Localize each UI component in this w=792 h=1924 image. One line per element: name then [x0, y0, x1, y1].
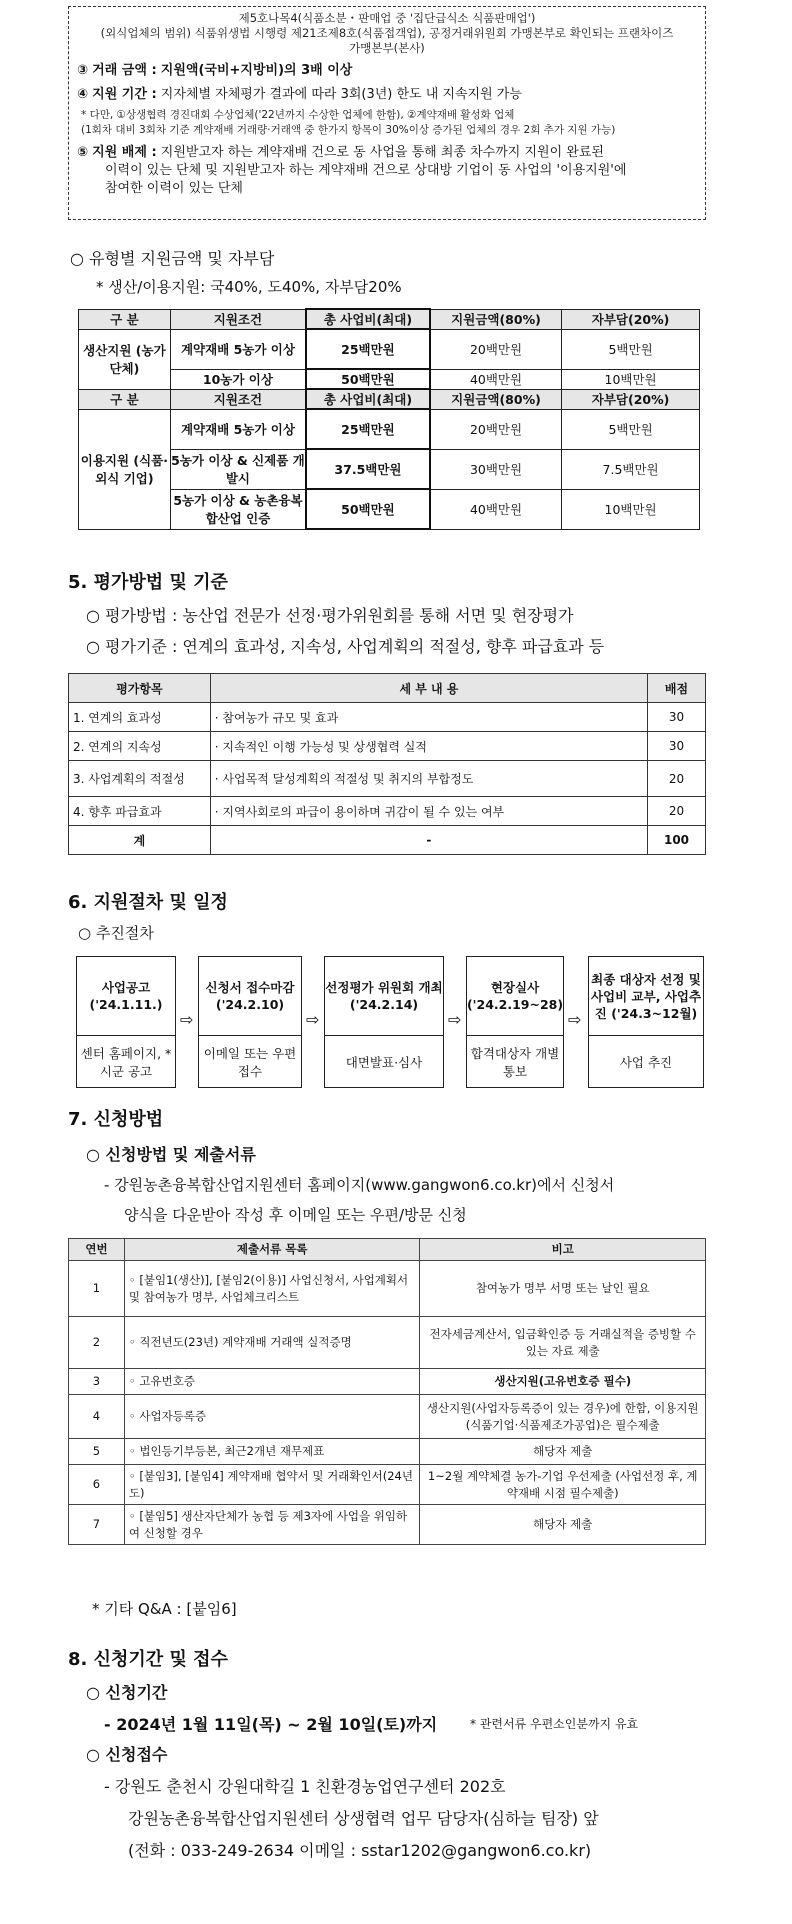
table-cell: 40백만원 — [430, 489, 562, 529]
table-cell: 30 — [648, 732, 706, 761]
address-line: - 강원도 춘천시 강원대학길 1 친환경농업연구센터 202호 — [104, 1777, 506, 1796]
header-cell: 자부담(20%) — [562, 389, 700, 409]
table-cell: 계약재배 5농가 이상 — [170, 409, 306, 449]
table-cell: 6 — [69, 1465, 125, 1505]
table-cell: 5백만원 — [562, 329, 700, 369]
table-cell: ◦ 법인등기부등본, 최근2개년 재무제표 — [124, 1439, 420, 1465]
table-cell: 5백만원 — [562, 409, 700, 449]
table-cell: 20 — [648, 797, 706, 826]
notice-line: 가맹본부(본사) — [349, 41, 425, 55]
table-cell: 1. 연계의 효과성 — [69, 703, 211, 732]
table-cell: 30백만원 — [430, 449, 562, 489]
header-cell: 지원금액(80%) — [430, 389, 562, 409]
table-cell: 100 — [648, 826, 706, 855]
process-step: 사업공고 ('24.1.11.) 센터 홈페이지, *시군 공고 — [76, 956, 176, 1088]
notice-item-4: ④ 지원 기간 : 지자체별 자체평가 결과에 따라 3회(3년) 한도 내 지속지원 가능 — [77, 87, 522, 102]
address-line: 강원농촌융복합산업지원센터 상생협력 업무 담당자(심하늘 팀장) 앞 — [128, 1809, 599, 1828]
notice-line: 제5호나목4(식품소분・판매업 중 '집단급식소 식품판매업') — [238, 11, 536, 25]
evaluation-table — [68, 673, 706, 855]
header-cell: 비고 — [420, 1239, 706, 1261]
header-cell: 구 분 — [79, 309, 171, 329]
table-cell: 생산지원(고유번호증 필수) — [420, 1369, 706, 1395]
header-cell: 연번 — [69, 1239, 125, 1261]
header-cell: 세 부 내 용 — [210, 674, 647, 703]
table-cell: 25백만원 — [306, 329, 430, 369]
table-cell: ◦ [붙임1(생산)], [붙임2(이용)] 사업신청서, 사업계획서 및 참여농가 명부, 사업체크리스트 — [124, 1261, 420, 1317]
table-cell: 해당자 제출 — [420, 1439, 706, 1465]
table-cell: - — [210, 826, 647, 855]
table-cell: 참여농가 명부 서명 또는 날인 필요 — [420, 1261, 706, 1317]
support-heading: ○ 유형별 지원금액 및 자부담 — [70, 249, 275, 268]
section7-desc: - 강원농촌융복합산업지원센터 홈페이지(www.gangwon6.co.kr)에서 신청서 — [104, 1176, 615, 1194]
process-step: 신청서 접수마감 ('24.2.10) 이메일 또는 우편 접수 — [198, 956, 302, 1088]
table-cell: 계약재배 5농가 이상 — [170, 329, 306, 369]
table-cell: 4 — [69, 1395, 125, 1439]
section8-title: 8. 신청기간 및 접수 — [68, 1649, 228, 1670]
header-cell: 지원조건 — [170, 389, 306, 409]
notice-note: * 다만, ①상생협력 경진대회 수상업체('22년까지 수상한 업체에 한함), ②계약재배 활성화 업체 (1회차 대비 3회차 기준 계약재배 거래량·거래액 중 한가지 항목이 30%이상 증가된 업체의 경우 2회 추가 지원 가능) — [81, 109, 616, 136]
table-cell: 40백만원 — [430, 369, 562, 389]
table-cell: 50백만원 — [306, 489, 430, 529]
table-cell: 2. 연계의 지속성 — [69, 732, 211, 761]
table-cell: 3 — [69, 1369, 125, 1395]
table-cell: · 지속적인 이행 가능성 및 상생협력 실적 — [210, 732, 647, 761]
section5-method: ○ 평가방법 : 농산업 전문가 선정·평가위원회를 통해 서면 및 현장평가 — [86, 606, 574, 625]
table-cell: ◦ [붙임5] 생산자단체가 농협 등 제3자에 사업을 위임하여 신청할 경우 — [124, 1505, 420, 1545]
table-cell: 5농가 이상 & 농촌융복합산업 인증 — [170, 489, 306, 529]
support-table — [78, 308, 700, 530]
table-cell: 7.5백만원 — [562, 449, 700, 489]
table-cell: 10농가 이상 — [170, 369, 306, 389]
table-cell: ◦ 고유번호증 — [124, 1369, 420, 1395]
process-step: 선정평가 위원회 개최 ('24.2.14) 대면발표·심사 — [324, 956, 444, 1088]
header-cell: 지원금액(80%) — [430, 309, 562, 329]
table-cell: 5 — [69, 1439, 125, 1465]
table-cell: 7 — [69, 1505, 125, 1545]
table-cell: 25백만원 — [306, 409, 430, 449]
notice-item-3: ③ 거래 금액 : 지원액(국비+지방비)의 3배 이상 — [77, 63, 353, 78]
table-cell: · 참여농가 규모 및 효과 — [210, 703, 647, 732]
table-cell: 1~2월 계약체결 농가-기업 우선제출 (사업선정 후, 계약재배 시점 필수제출) — [420, 1465, 706, 1505]
process-step: 현장실사 ('24.2.19~28) 합격대상자 개별 통보 — [466, 956, 564, 1088]
section5-title: 5. 평가방법 및 기준 — [68, 572, 228, 593]
section5-criteria: ○ 평가기준 : 연계의 효과성, 지속성, 사업계획의 적절성, 향후 파급효과 등 — [86, 637, 605, 656]
period-heading: ○ 신청기간 — [86, 1683, 168, 1702]
period-value: - 2024년 1월 11일(목) ~ 2월 10일(토)까지 — [104, 1715, 438, 1734]
table-cell: 4. 향후 파급효과 — [69, 797, 211, 826]
table-cell: ◦ 사업자등록증 — [124, 1395, 420, 1439]
notice-box — [68, 6, 706, 220]
section6-title: 6. 지원절차 및 일정 — [68, 892, 228, 913]
section6-sub: ○ 추진절차 — [78, 924, 154, 942]
notice-line: (외식업체의 범위) 식품위생법 시행령 제21조제8호(식품접객업), 공정거래위원회 가맹본부로 확인되는 프랜차이즈 — [100, 26, 674, 40]
header-cell: 지원조건 — [170, 309, 306, 329]
section7-sub: ○ 신청방법 및 제출서류 — [86, 1145, 256, 1164]
table-cell: · 사업목적 달성계획의 적절성 및 취지의 부합정도 — [210, 761, 647, 797]
table-cell: 30 — [648, 703, 706, 732]
header-cell: 자부담(20%) — [562, 309, 700, 329]
period-note: * 관련서류 우편소인분까지 유효 — [470, 1717, 639, 1731]
table-cell: ◦ 직전년도(23년) 계약재배 거래액 실적증명 — [124, 1317, 420, 1369]
header-cell: 제출서류 목록 — [124, 1239, 420, 1261]
table-cell: 생산지원(사업자등록증이 있는 경우)에 한함, 이용지원(식품기업·식품제조가공업)은 필수제출 — [420, 1395, 706, 1439]
group-label: 이용지원 (식품·외식 기업) — [79, 409, 171, 529]
table-cell: 해당자 제출 — [420, 1505, 706, 1545]
table-cell: 3. 사업계획의 적절성 — [69, 761, 211, 797]
header-cell: 총 사업비(최대) — [306, 389, 430, 409]
table-cell: 37.5백만원 — [306, 449, 430, 489]
table-cell: 50백만원 — [306, 369, 430, 389]
table-cell: 10백만원 — [562, 489, 700, 529]
arrow-right-icon: ⇨ — [306, 1010, 320, 1029]
header-cell: 평가항목 — [69, 674, 211, 703]
group-label: 생산지원 (농가단체) — [79, 329, 171, 389]
table-cell: 10백만원 — [562, 369, 700, 389]
receipt-heading: ○ 신청접수 — [86, 1745, 168, 1764]
process-step: 최종 대상자 선정 및 사업비 교부, 사업추진 ('24.3~12월) 사업 추진 — [588, 956, 704, 1088]
documents-table — [68, 1238, 706, 1545]
section7-desc: 양식을 다운받아 작성 후 이메일 또는 우편/방문 신청 — [124, 1206, 467, 1224]
table-cell: ◦ [붙임3], [붙임4] 계약재배 협약서 및 거래확인서(24년도) — [124, 1465, 420, 1505]
table-cell: 전자세금계산서, 입금확인증 등 거래실적을 증빙할 수 있는 자료 제출 — [420, 1317, 706, 1369]
arrow-right-icon: ⇨ — [180, 1010, 194, 1029]
notice-item-5: ⑤ 지원 배제 : 지원받고자 하는 계약재배 건으로 동 사업을 통해 최종 차수까지 지원이 완료된 이력이 있는 단체 및 지원받고자 하는 계약재배 건으로 상대방 기업이 동 사업의 '이용지원'에 참여한 이력이 있는 단체 — [77, 145, 627, 196]
header-cell: 구 분 — [79, 389, 171, 409]
table-cell: 5농가 이상 & 신제품 개발시 — [170, 449, 306, 489]
arrow-right-icon: ⇨ — [568, 1010, 582, 1029]
table-cell: 2 — [69, 1317, 125, 1369]
contact-line: (전화 : 033-249-2634 이메일 : sstar1202@gangwon6.co.kr) — [128, 1841, 592, 1860]
table-cell: 계 — [69, 826, 211, 855]
section7-title: 7. 신청방법 — [68, 1109, 164, 1130]
table-cell: 20백만원 — [430, 409, 562, 449]
arrow-right-icon: ⇨ — [448, 1010, 462, 1029]
table-cell: 20백만원 — [430, 329, 562, 369]
support-subnote: * 생산/이용지원: 국40%, 도40%, 자부담20% — [96, 278, 402, 296]
table-cell: 20 — [648, 761, 706, 797]
table-cell: 1 — [69, 1261, 125, 1317]
table-cell: · 지역사회로의 파급이 용이하며 귀감이 될 수 있는 여부 — [210, 797, 647, 826]
qa-note: * 기타 Q&A : [붙임6] — [92, 1600, 237, 1618]
header-cell: 배점 — [648, 674, 706, 703]
header-cell: 총 사업비(최대) — [306, 309, 430, 329]
